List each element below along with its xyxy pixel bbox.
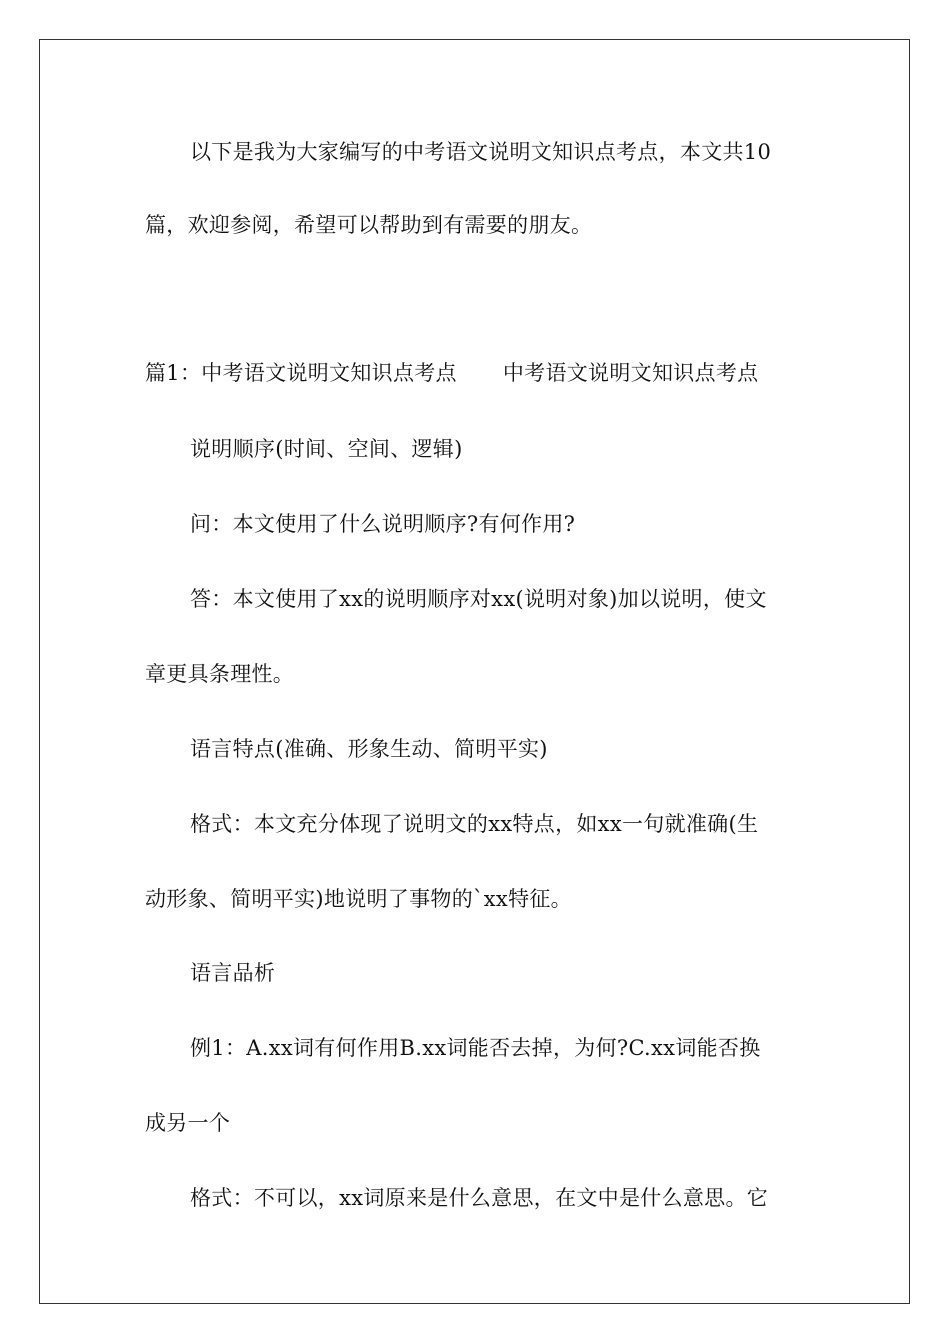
intro-line-1: 以下是我为大家编写的中考语文说明文知识点考点，本文共10	[190, 140, 772, 164]
paragraph-language-analysis: 语言品析	[190, 961, 276, 985]
paragraph-format-line-2: 动形象、简明平实)地说明了事物的`xx特征。	[145, 887, 572, 911]
paragraph-format2-line-1: 格式：不可以，xx词原来是什么意思，在文中是什么意思。它	[190, 1186, 769, 1210]
section-label: 篇1：中考语文说明文知识点考点	[145, 361, 457, 385]
paragraph-format-line-1: 格式：本文充分体现了说明文的xx特点，如xx一句就准确(生	[190, 812, 759, 836]
intro-line-2: 篇，欢迎参阅，希望可以帮助到有需要的朋友。	[145, 213, 593, 237]
section-title: 中考语文说明文知识点考点	[502, 361, 759, 385]
paragraph-order-heading: 说明顺序(时间、空间、逻辑)	[190, 437, 463, 461]
section-heading	[145, 358, 758, 388]
paragraph-answer-line-1: 答：本文使用了xx的说明顺序对xx(说明对象)加以说明，使文	[190, 587, 767, 611]
paragraph-answer-line-2: 章更具条理性。	[145, 662, 295, 686]
paragraph-example-line-1: 例1：A.xx词有何作用B.xx词能否去掉，为何?C.xx词能否换	[190, 1036, 761, 1060]
paragraph-question: 问：本文使用了什么说明顺序?有何作用?	[190, 512, 576, 536]
paragraph-language-features: 语言特点(准确、形象生动、简明平实)	[190, 737, 548, 761]
paragraph-example-line-2: 成另一个	[145, 1111, 231, 1135]
